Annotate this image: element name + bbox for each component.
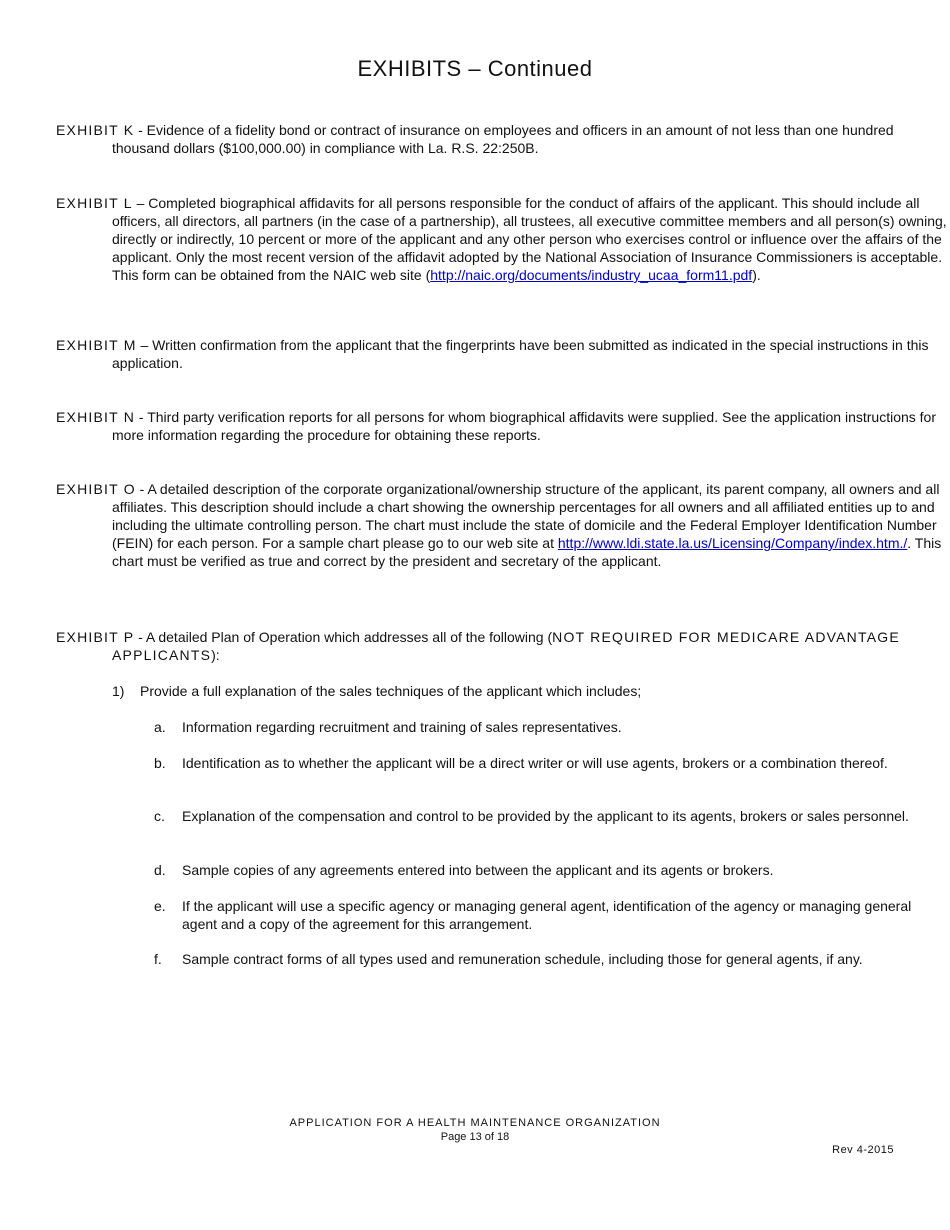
exhibit-k-label: EXHIBIT K <box>56 122 135 138</box>
sub-item-f <box>154 950 922 968</box>
sub-item-letter: c. <box>154 808 165 824</box>
exhibit-n <box>56 408 950 444</box>
naic-form-link[interactable]: http://naic.org/documents/industry_ucaa_form11.pdf <box>430 267 753 283</box>
sub-item-a <box>154 718 922 736</box>
sub-item-text: If the applicant will use a specific agency or managing general agent, identification of the agency or managing general agent and a copy of the agreement for this arrangement. <box>182 898 912 932</box>
exhibit-m <box>56 336 950 372</box>
sub-item-letter: d. <box>154 862 166 878</box>
page-footer <box>0 1116 950 1144</box>
exhibit-k <box>56 121 950 157</box>
sub-item-text: Sample contract forms of all types used and remuneration schedule, including those for general agents, if any. <box>182 951 863 967</box>
sub-item-letter: e. <box>154 898 166 914</box>
exhibit-m-label: EXHIBIT M <box>56 337 137 353</box>
exhibit-l-label: EXHIBIT L <box>56 195 133 211</box>
exhibit-l <box>56 194 950 284</box>
sub-item-d <box>154 861 922 879</box>
exhibit-o-after: . This chart must be verified as true and correct by the president and secretary of the applicant. <box>112 535 942 569</box>
list-item-1-number: 1) <box>112 683 125 699</box>
exhibit-n-label: EXHIBIT N <box>56 409 136 425</box>
sub-item-letter: a. <box>154 719 166 735</box>
list-item-1 <box>112 682 892 700</box>
exhibit-p-after: ): <box>211 647 220 663</box>
footer-page-number: Page 13 of 18 <box>440 1131 510 1143</box>
sub-item-letter: f. <box>154 951 162 967</box>
sub-item-text: Information regarding recruitment and training of sales representatives. <box>182 719 622 735</box>
exhibit-k-text: - Evidence of a fidelity bond or contract of insurance on employees and officers in an amount of not less than one hundred thousand dollars ($100,000.00) in compliance with La. R.S. 22:250B. <box>112 122 894 156</box>
ldi-licensing-link[interactable]: http://www.ldi.state.la.us/Licensing/Company/index.htm./ <box>557 535 908 551</box>
sub-item-e <box>154 897 922 933</box>
exhibit-p-label: EXHIBIT P <box>56 629 135 645</box>
exhibit-m-text: – Written confirmation from the applicant that the fingerprints have been submitted as indicated in the special instructions in this application. <box>112 337 929 371</box>
footer-document-title: APPLICATION FOR A HEALTH MAINTENANCE ORGANIZATION <box>289 1117 661 1129</box>
exhibit-p <box>56 628 950 664</box>
sub-item-text: Identification as to whether the applicant will be a direct writer or will use agents, brokers or a combination thereof. <box>182 755 888 771</box>
exhibit-n-text: - Third party verification reports for all persons for whom biographical affidavits were supplied. See the application instructions for more information regarding the procedure for obtaining these reports. <box>112 409 937 443</box>
exhibit-l-text: – Completed biographical affidavits for all persons responsible for the conduct of affairs of the applicant. This should include all officers, all directors, all partners (in the case of a partnership), all trustees, all executive committee members and all person(s) owning, directly or indirectly, 10 percent or more of the applicant and any other person who exercises control or influence over the affairs of the applicant. Only the most recent version of the affidavit adopted by the National Association of Insurance Commissioners is acceptable. This form can be obtained from the NAIC web site ( <box>112 195 947 283</box>
sub-item-text: Sample copies of any agreements entered into between the applicant and its agents or brokers. <box>182 862 774 878</box>
exhibit-p-text: - A detailed Plan of Operation which addresses all of the following ( <box>134 629 553 645</box>
exhibit-l-after: ). <box>752 267 761 283</box>
page-title: EXHIBITS – Continued <box>357 56 593 81</box>
sub-item-b <box>154 754 922 772</box>
list-item-1-text: Provide a full explanation of the sales techniques of the applicant which includes; <box>140 683 642 699</box>
sub-item-letter: b. <box>154 755 166 771</box>
exhibit-o <box>56 480 950 570</box>
exhibit-p-caps: NOT REQUIRED FOR MEDICARE ADVANTAGE APPLICANTS <box>112 629 900 663</box>
sub-item-text: Explanation of the compensation and control to be provided by the applicant to its agents, brokers or sales personnel. <box>182 808 909 824</box>
exhibit-o-text: - A detailed description of the corporate organizational/ownership structure of the applicant, its parent company, all owners and all affiliates. This description should include a chart showing the ownership percentages for all owners and all affiliated entities up to and including the ultimate controlling person. The chart must include the state of domicile and the Federal Employer Identification Number (FEIN) for each person. For a sample chart please go to our web site at <box>112 481 940 551</box>
revision-label: Rev 4-2015 <box>832 1144 894 1156</box>
sub-item-c <box>154 807 922 825</box>
exhibit-o-label: EXHIBIT O <box>56 481 136 497</box>
